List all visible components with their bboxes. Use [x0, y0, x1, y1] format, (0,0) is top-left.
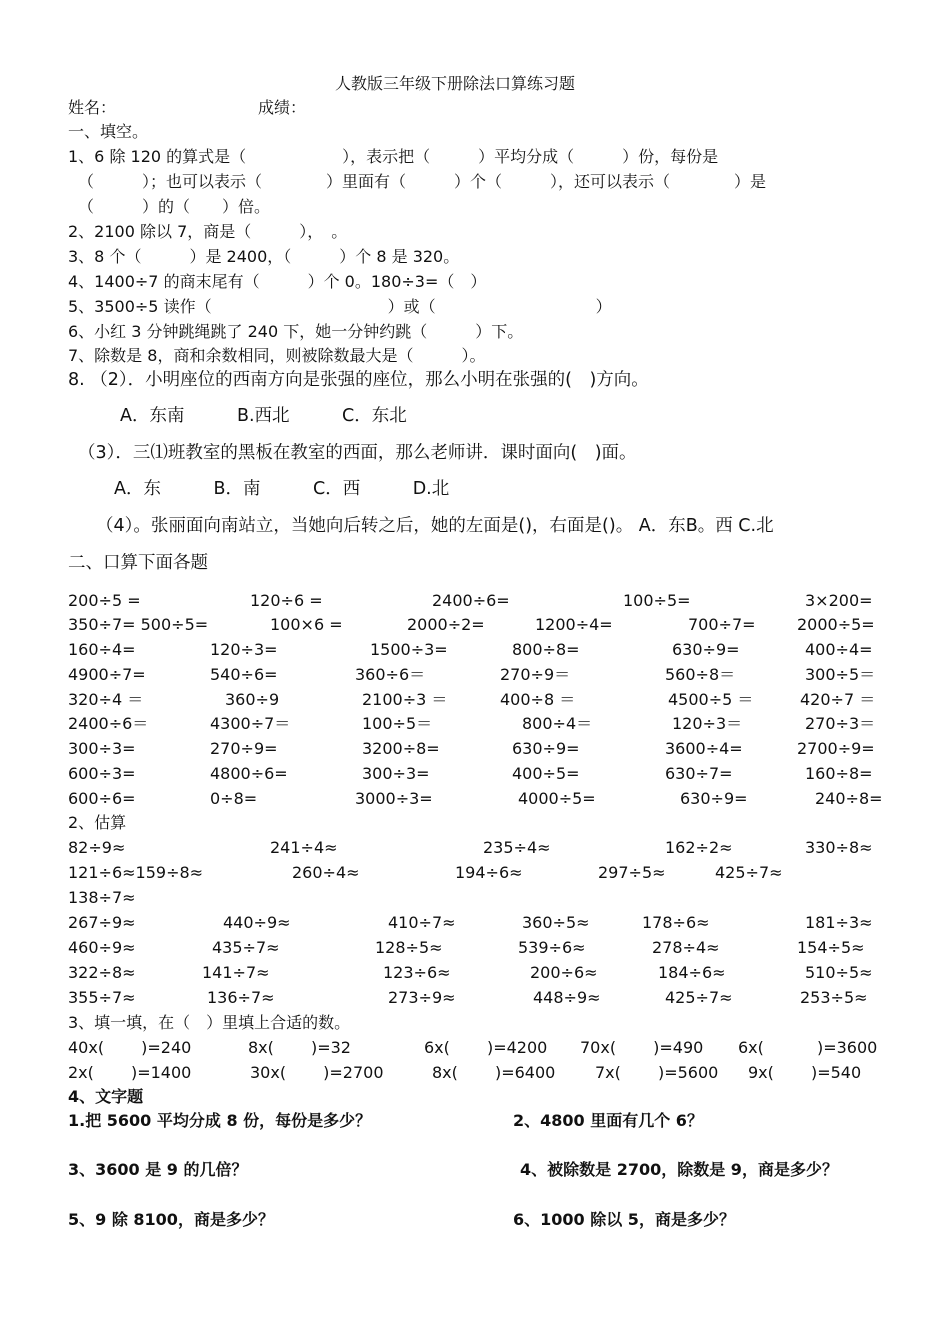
calc-problem: 0÷8=	[210, 789, 258, 808]
fill-problem: 9x( )=540	[748, 1063, 862, 1082]
calc-problem: 360÷6＝	[355, 665, 426, 684]
estimate-problem: 360÷5≈	[522, 913, 590, 932]
estimate-problem: 260÷4≈	[292, 863, 360, 882]
estimate-problem: 162÷2≈	[665, 838, 733, 857]
word-heading: 4、文字题	[68, 1087, 144, 1106]
calc-problem: 350÷7= 500÷5=	[68, 615, 209, 634]
estimate-problem: 235÷4≈	[483, 838, 551, 857]
direction-question: 8. （2）．小明座位的西南方向是张强的座位，那么小明在张强的( )方向。	[68, 370, 649, 390]
calc-problem: 100÷5=	[623, 591, 691, 610]
calc-problem: 300÷3=	[68, 739, 136, 758]
calc-problem: 700÷7=	[688, 615, 756, 634]
calc-problem: 120÷3＝	[672, 714, 743, 733]
direction-question: （3）．三⑴班教室的黑板在教室的西面，那么老师讲．课时面向( )面。	[78, 443, 637, 463]
calc-problem: 2000÷2=	[407, 615, 485, 634]
estimate-problem: 136÷7≈	[207, 988, 275, 1007]
estimate-problem: 241÷4≈	[270, 838, 338, 857]
estimate-problem: 178÷6≈	[642, 913, 710, 932]
fill-problem: 6x( )=4200	[424, 1038, 548, 1057]
estimate-problem: 440÷9≈	[223, 913, 291, 932]
calc-problem: 630÷9=	[680, 789, 748, 808]
calc-problem: 270÷9＝	[500, 665, 571, 684]
calc-problem: 400÷5=	[512, 764, 580, 783]
estimate-problem: 121÷6≈159÷8≈	[68, 863, 204, 882]
direction-options: A．东南 B.西北 C．东北	[120, 406, 407, 426]
estimate-problem: 539÷6≈	[518, 938, 586, 957]
estimate-problem: 184÷6≈	[658, 963, 726, 982]
estimate-problem: 141÷7≈	[202, 963, 270, 982]
calc-problem: 800÷8=	[512, 640, 580, 659]
fill-item: 3、8 个（ ）是 2400，（ ）个 8 是 320。	[68, 247, 460, 266]
calc-problem: 100×6 =	[270, 615, 343, 634]
calc-problem: 100÷5＝	[362, 714, 433, 733]
calc-problem: 630÷7=	[665, 764, 733, 783]
calc-problem: 300÷3=	[362, 764, 430, 783]
calc-problem: 3600÷4=	[665, 739, 743, 758]
estimate-problem: 425÷7≈	[665, 988, 733, 1007]
estimate-problem: 410÷7≈	[388, 913, 456, 932]
estimate-problem: 181÷3≈	[805, 913, 873, 932]
fill-problem: 2x( )=1400	[68, 1063, 192, 1082]
fill-problem: 30x( )=2700	[250, 1063, 384, 1082]
estimate-problem: 460÷9≈	[68, 938, 136, 957]
word-question: 6、1000 除以 5，商是多少？	[513, 1210, 735, 1229]
estimate-problem: 123÷6≈	[383, 963, 451, 982]
calc-problem: 2400÷6＝	[68, 714, 149, 733]
calc-problem: 420÷7 ＝	[800, 690, 876, 709]
estimate-problem: 253÷5≈	[800, 988, 868, 1007]
estimate-problem: 510÷5≈	[805, 963, 873, 982]
section2-heading: 二、口算下面各题	[68, 553, 208, 573]
word-question: 1.把 5600 平均分成 8 份，每份是多少？	[68, 1111, 372, 1130]
estimate-problem: 425÷7≈	[715, 863, 783, 882]
word-question: 5、9 除 8100，商是多少？	[68, 1210, 274, 1229]
estimate-problem: 297÷5≈	[598, 863, 666, 882]
fill-problem: 70x( )=490	[580, 1038, 704, 1057]
section1-heading: 一、填空。	[68, 122, 149, 141]
fill-problem: 6x( )=3600	[738, 1038, 878, 1057]
fill-problem: 8x( )=6400	[432, 1063, 556, 1082]
estimate-problem: 322÷8≈	[68, 963, 136, 982]
calc-problem: 3200÷8=	[362, 739, 440, 758]
calc-problem: 400÷8 ＝	[500, 690, 576, 709]
calc-problem: 4000÷5=	[518, 789, 596, 808]
fill-item: 4、1400÷7 的商末尾有（ ）个 0。180÷3=（ ）	[68, 272, 487, 291]
calc-problem: 270÷3＝	[805, 714, 876, 733]
calc-problem: 630÷9=	[512, 739, 580, 758]
estimate-problem: 128÷5≈	[375, 938, 443, 957]
estimate-problem: 330÷8≈	[805, 838, 873, 857]
estimate-problem: 355÷7≈	[68, 988, 136, 1007]
calc-problem: 160÷4=	[68, 640, 136, 659]
estimate-problem: 200÷6≈	[530, 963, 598, 982]
fill-item: 7、除数是 8，商和余数相同，则被除数最大是（ ）。	[68, 346, 486, 365]
calc-problem: 2700÷9=	[797, 739, 875, 758]
estimate-problem: 435÷7≈	[212, 938, 280, 957]
fill-heading: 3、填一填，在（ ）里填上合适的数。	[68, 1013, 351, 1032]
calc-problem: 270÷9=	[210, 739, 278, 758]
estimate-problem: 273÷9≈	[388, 988, 456, 1007]
fill-item: 6、小红 3 分钟跳绳跳了 240 下，她一分钟约跳（ ）下。	[68, 322, 524, 341]
calc-problem: 3000÷3=	[355, 789, 433, 808]
calc-problem: 160÷8=	[805, 764, 873, 783]
estimate-problem: 82÷9≈	[68, 838, 126, 857]
fill-item: 1、6 除 120 的算式是（ ），表示把（ ）平均分成（ ）份，每份是	[68, 147, 719, 166]
estimate-problem: 138÷7≈	[68, 888, 136, 907]
calc-problem: 120÷6 =	[250, 591, 323, 610]
calc-problem: 1500÷3=	[370, 640, 448, 659]
calc-problem: 4500÷5 ＝	[668, 690, 754, 709]
calc-problem: 2000÷5=	[797, 615, 875, 634]
fill-item: 5、3500÷5 读作（ ）或（ ）	[68, 297, 612, 316]
calc-problem: 2100÷3 ＝	[362, 690, 448, 709]
calc-problem: 560÷8＝	[665, 665, 736, 684]
word-question: 4、被除数是 2700，除数是 9，商是多少？	[520, 1160, 838, 1179]
name-label: 姓名：	[68, 98, 117, 117]
calc-problem: 4800÷6=	[210, 764, 288, 783]
calc-problem: 600÷6=	[68, 789, 136, 808]
estimate-problem: 278÷4≈	[652, 938, 720, 957]
fill-problem: 40x( )=240	[68, 1038, 192, 1057]
word-question: 3、3600 是 9 的几倍？	[68, 1160, 248, 1179]
estimate-heading: 2、估算	[68, 813, 127, 832]
calc-problem: 4900÷7=	[68, 665, 146, 684]
direction-options: A．东 B．南 C．西 D.北	[114, 479, 450, 499]
calc-problem: 120÷3=	[210, 640, 278, 659]
calc-problem: 3×200=	[805, 591, 873, 610]
estimate-problem: 267÷9≈	[68, 913, 136, 932]
word-question: 2、4800 里面有几个 6？	[513, 1111, 703, 1130]
fill-problem: 8x( )=32	[248, 1038, 351, 1057]
page-title: 人教版三年级下册除法口算练习题	[335, 74, 576, 93]
calc-problem: 200÷5 =	[68, 591, 141, 610]
fill-problem: 7x( )=5600	[595, 1063, 719, 1082]
estimate-problem: 194÷6≈	[455, 863, 523, 882]
calc-problem: 540÷6=	[210, 665, 278, 684]
estimate-problem: 154÷5≈	[797, 938, 865, 957]
calc-problem: 4300÷7＝	[210, 714, 291, 733]
fill-item: （ ）；也可以表示（ ）里面有（ ）个（ ），还可以表示（ ）是	[78, 172, 767, 191]
estimate-problem: 448÷9≈	[533, 988, 601, 1007]
calc-problem: 800÷4＝	[522, 714, 593, 733]
score-label: 成绩：	[258, 98, 307, 117]
fill-item: （ ）的（ ）倍。	[78, 197, 271, 216]
calc-problem: 600÷3=	[68, 764, 136, 783]
calc-problem: 300÷5＝	[805, 665, 876, 684]
calc-problem: 320÷4 ＝	[68, 690, 144, 709]
calc-problem: 2400÷6=	[432, 591, 510, 610]
direction-question: （4）。张丽面向南站立，当她向后转之后，她的左面是()，右面是()。 A．东B。西 C.北	[96, 516, 774, 536]
calc-problem: 1200÷4=	[535, 615, 613, 634]
calc-problem: 360÷9	[225, 690, 280, 709]
calc-problem: 240÷8=	[815, 789, 883, 808]
fill-item: 2、2100 除以 7，商是（ ）， 。	[68, 222, 348, 241]
calc-problem: 400÷4=	[805, 640, 873, 659]
calc-problem: 630÷9=	[672, 640, 740, 659]
